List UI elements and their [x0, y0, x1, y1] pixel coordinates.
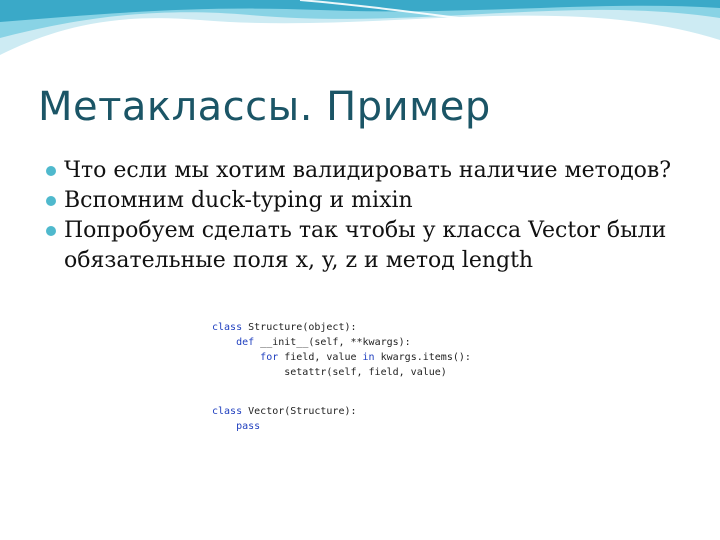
code-line: class Vector(Structure):: [212, 406, 357, 417]
code-snippet-vector: [206, 386, 366, 432]
code-line: pass: [236, 421, 261, 432]
bullet-text: Попробуем сделать так чтобы у класса Vector были обязательные поля x, y, z и метод length: [64, 218, 667, 273]
bullet-text: Вспомним duck-typing и mixin: [64, 188, 413, 213]
bullet-dot-icon: [46, 166, 56, 176]
code-line: setattr(self, field, value): [284, 367, 447, 378]
code-snippet-structure: [206, 302, 478, 378]
bullet-item: [46, 156, 696, 186]
code-line: for field, value in kwargs.items():: [260, 352, 471, 363]
bullet-item: [46, 186, 696, 216]
slide-title: Метаклассы. Пример: [38, 84, 491, 130]
bullet-dot-icon: [46, 196, 56, 206]
bullet-dot-icon: [46, 226, 56, 236]
header-wave-decoration: [0, 0, 720, 95]
bullet-list: [46, 156, 696, 276]
bullet-text: Что если мы хотим валидировать наличие методов?: [64, 158, 672, 183]
bullet-item: [46, 216, 696, 276]
code-line: class Structure(object):: [212, 322, 357, 333]
code-line: def __init__(self, **kwargs):: [236, 337, 411, 348]
